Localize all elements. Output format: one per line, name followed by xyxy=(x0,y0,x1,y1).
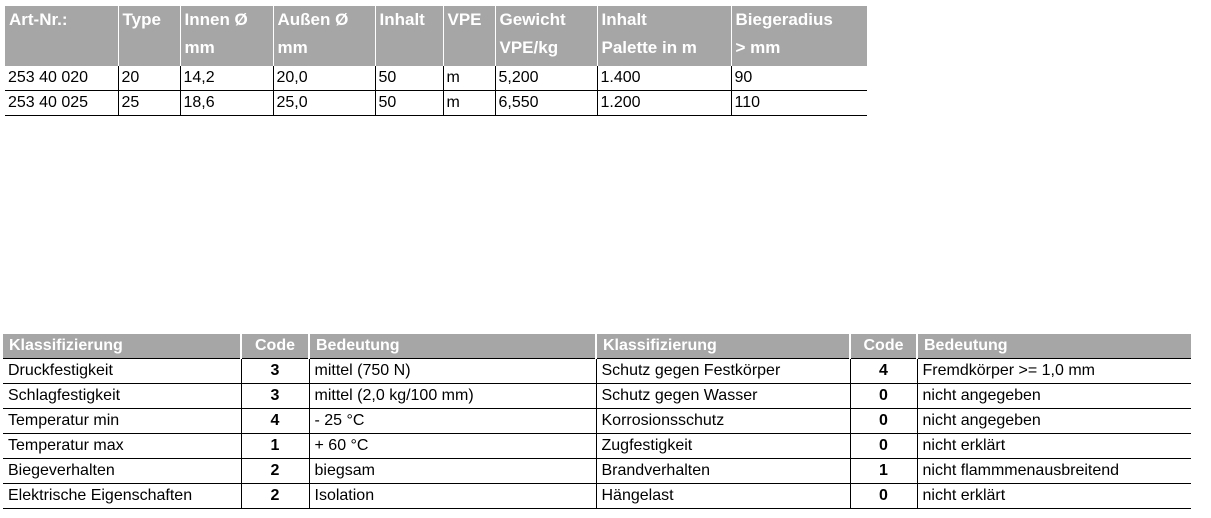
cell-code: 2 xyxy=(241,484,309,509)
cell-klassifizierung: Temperatur max xyxy=(3,434,241,459)
cell-bedeutung: nicht erklärt xyxy=(917,434,1191,459)
table-row xyxy=(3,484,1191,509)
header-inhalt: Inhalt xyxy=(375,6,443,66)
cell-klassifizierung: Schutz gegen Festkörper xyxy=(596,359,850,384)
table-row xyxy=(3,384,1191,409)
cell-bedeutung: nicht angegeben xyxy=(917,409,1191,434)
header-inhalt-palette: Inhalt Palette in m xyxy=(597,6,731,66)
cell-vpe: m xyxy=(443,91,495,116)
cell-type: 25 xyxy=(118,91,180,116)
header-klassifizierung: Klassifizierung xyxy=(3,334,241,359)
cell-art-nr: 253 40 025 xyxy=(5,91,118,116)
header-code: Code xyxy=(241,334,309,359)
cell-bedeutung: nicht flammmenausbreitend xyxy=(917,459,1191,484)
cell-klassifizierung: Korrosionsschutz xyxy=(596,409,850,434)
cell-inhalt: 50 xyxy=(375,91,443,116)
header-klassifizierung: Klassifizierung xyxy=(596,334,850,359)
table-row xyxy=(3,359,1191,384)
header-type: Type xyxy=(118,6,180,66)
product-header-row xyxy=(5,6,867,66)
cell-code: 0 xyxy=(850,409,917,434)
cell-bedeutung: biegsam xyxy=(309,459,596,484)
cell-biegeradius: 110 xyxy=(731,91,867,116)
cell-klassifizierung: Biegeverhalten xyxy=(3,459,241,484)
cell-klassifizierung: Hängelast xyxy=(596,484,850,509)
header-innen-durchmesser: Innen Ø mm xyxy=(180,6,273,66)
table-row xyxy=(3,434,1191,459)
cell-bedeutung: nicht angegeben xyxy=(917,384,1191,409)
header-aussen-durchmesser: Außen Ø mm xyxy=(273,6,375,66)
cell-biegeradius: 90 xyxy=(731,66,867,91)
header-vpe: VPE xyxy=(443,6,495,66)
cell-klassifizierung: Zugfestigkeit xyxy=(596,434,850,459)
cell-aussen: 20,0 xyxy=(273,66,375,91)
header-bedeutung: Bedeutung xyxy=(917,334,1191,359)
header-art-nr: Art-Nr.: xyxy=(5,6,118,66)
cell-bedeutung: nicht erklärt xyxy=(917,484,1191,509)
cell-code: 0 xyxy=(850,484,917,509)
cell-bedeutung: - 25 °C xyxy=(309,409,596,434)
cell-bedeutung: mittel (2,0 kg/100 mm) xyxy=(309,384,596,409)
table-row xyxy=(5,91,867,116)
cell-code: 0 xyxy=(850,434,917,459)
cell-inhalt: 50 xyxy=(375,66,443,91)
table-row xyxy=(3,459,1191,484)
cell-klassifizierung: Druckfestigkeit xyxy=(3,359,241,384)
cell-code: 3 xyxy=(241,384,309,409)
cell-vpe: m xyxy=(443,66,495,91)
header-biegeradius: Biegeradius > mm xyxy=(731,6,867,66)
cell-bedeutung: Isolation xyxy=(309,484,596,509)
cell-inhalt-palette: 1.200 xyxy=(597,91,731,116)
cell-inhalt-palette: 1.400 xyxy=(597,66,731,91)
cell-code: 1 xyxy=(850,459,917,484)
classification-table xyxy=(3,334,1191,509)
cell-bedeutung: + 60 °C xyxy=(309,434,596,459)
cell-bedeutung: Fremdkörper >= 1,0 mm xyxy=(917,359,1191,384)
cell-type: 20 xyxy=(118,66,180,91)
table-row xyxy=(5,66,867,91)
cell-innen: 14,2 xyxy=(180,66,273,91)
cell-code: 4 xyxy=(850,359,917,384)
header-gewicht: Gewicht VPE/kg xyxy=(495,6,597,66)
cell-code: 3 xyxy=(241,359,309,384)
cell-bedeutung: mittel (750 N) xyxy=(309,359,596,384)
cell-code: 4 xyxy=(241,409,309,434)
cell-gewicht: 5,200 xyxy=(495,66,597,91)
cell-klassifizierung: Elektrische Eigenschaften xyxy=(3,484,241,509)
product-table xyxy=(5,6,867,116)
header-bedeutung: Bedeutung xyxy=(309,334,596,359)
cell-code: 1 xyxy=(241,434,309,459)
cell-innen: 18,6 xyxy=(180,91,273,116)
header-code: Code xyxy=(850,334,917,359)
cell-klassifizierung: Temperatur min xyxy=(3,409,241,434)
table-row xyxy=(3,409,1191,434)
cell-code: 0 xyxy=(850,384,917,409)
cell-aussen: 25,0 xyxy=(273,91,375,116)
cell-art-nr: 253 40 020 xyxy=(5,66,118,91)
classification-header-row xyxy=(3,334,1191,359)
cell-klassifizierung: Schutz gegen Wasser xyxy=(596,384,850,409)
cell-klassifizierung: Brandverhalten xyxy=(596,459,850,484)
cell-klassifizierung: Schlagfestigkeit xyxy=(3,384,241,409)
cell-gewicht: 6,550 xyxy=(495,91,597,116)
cell-code: 2 xyxy=(241,459,309,484)
